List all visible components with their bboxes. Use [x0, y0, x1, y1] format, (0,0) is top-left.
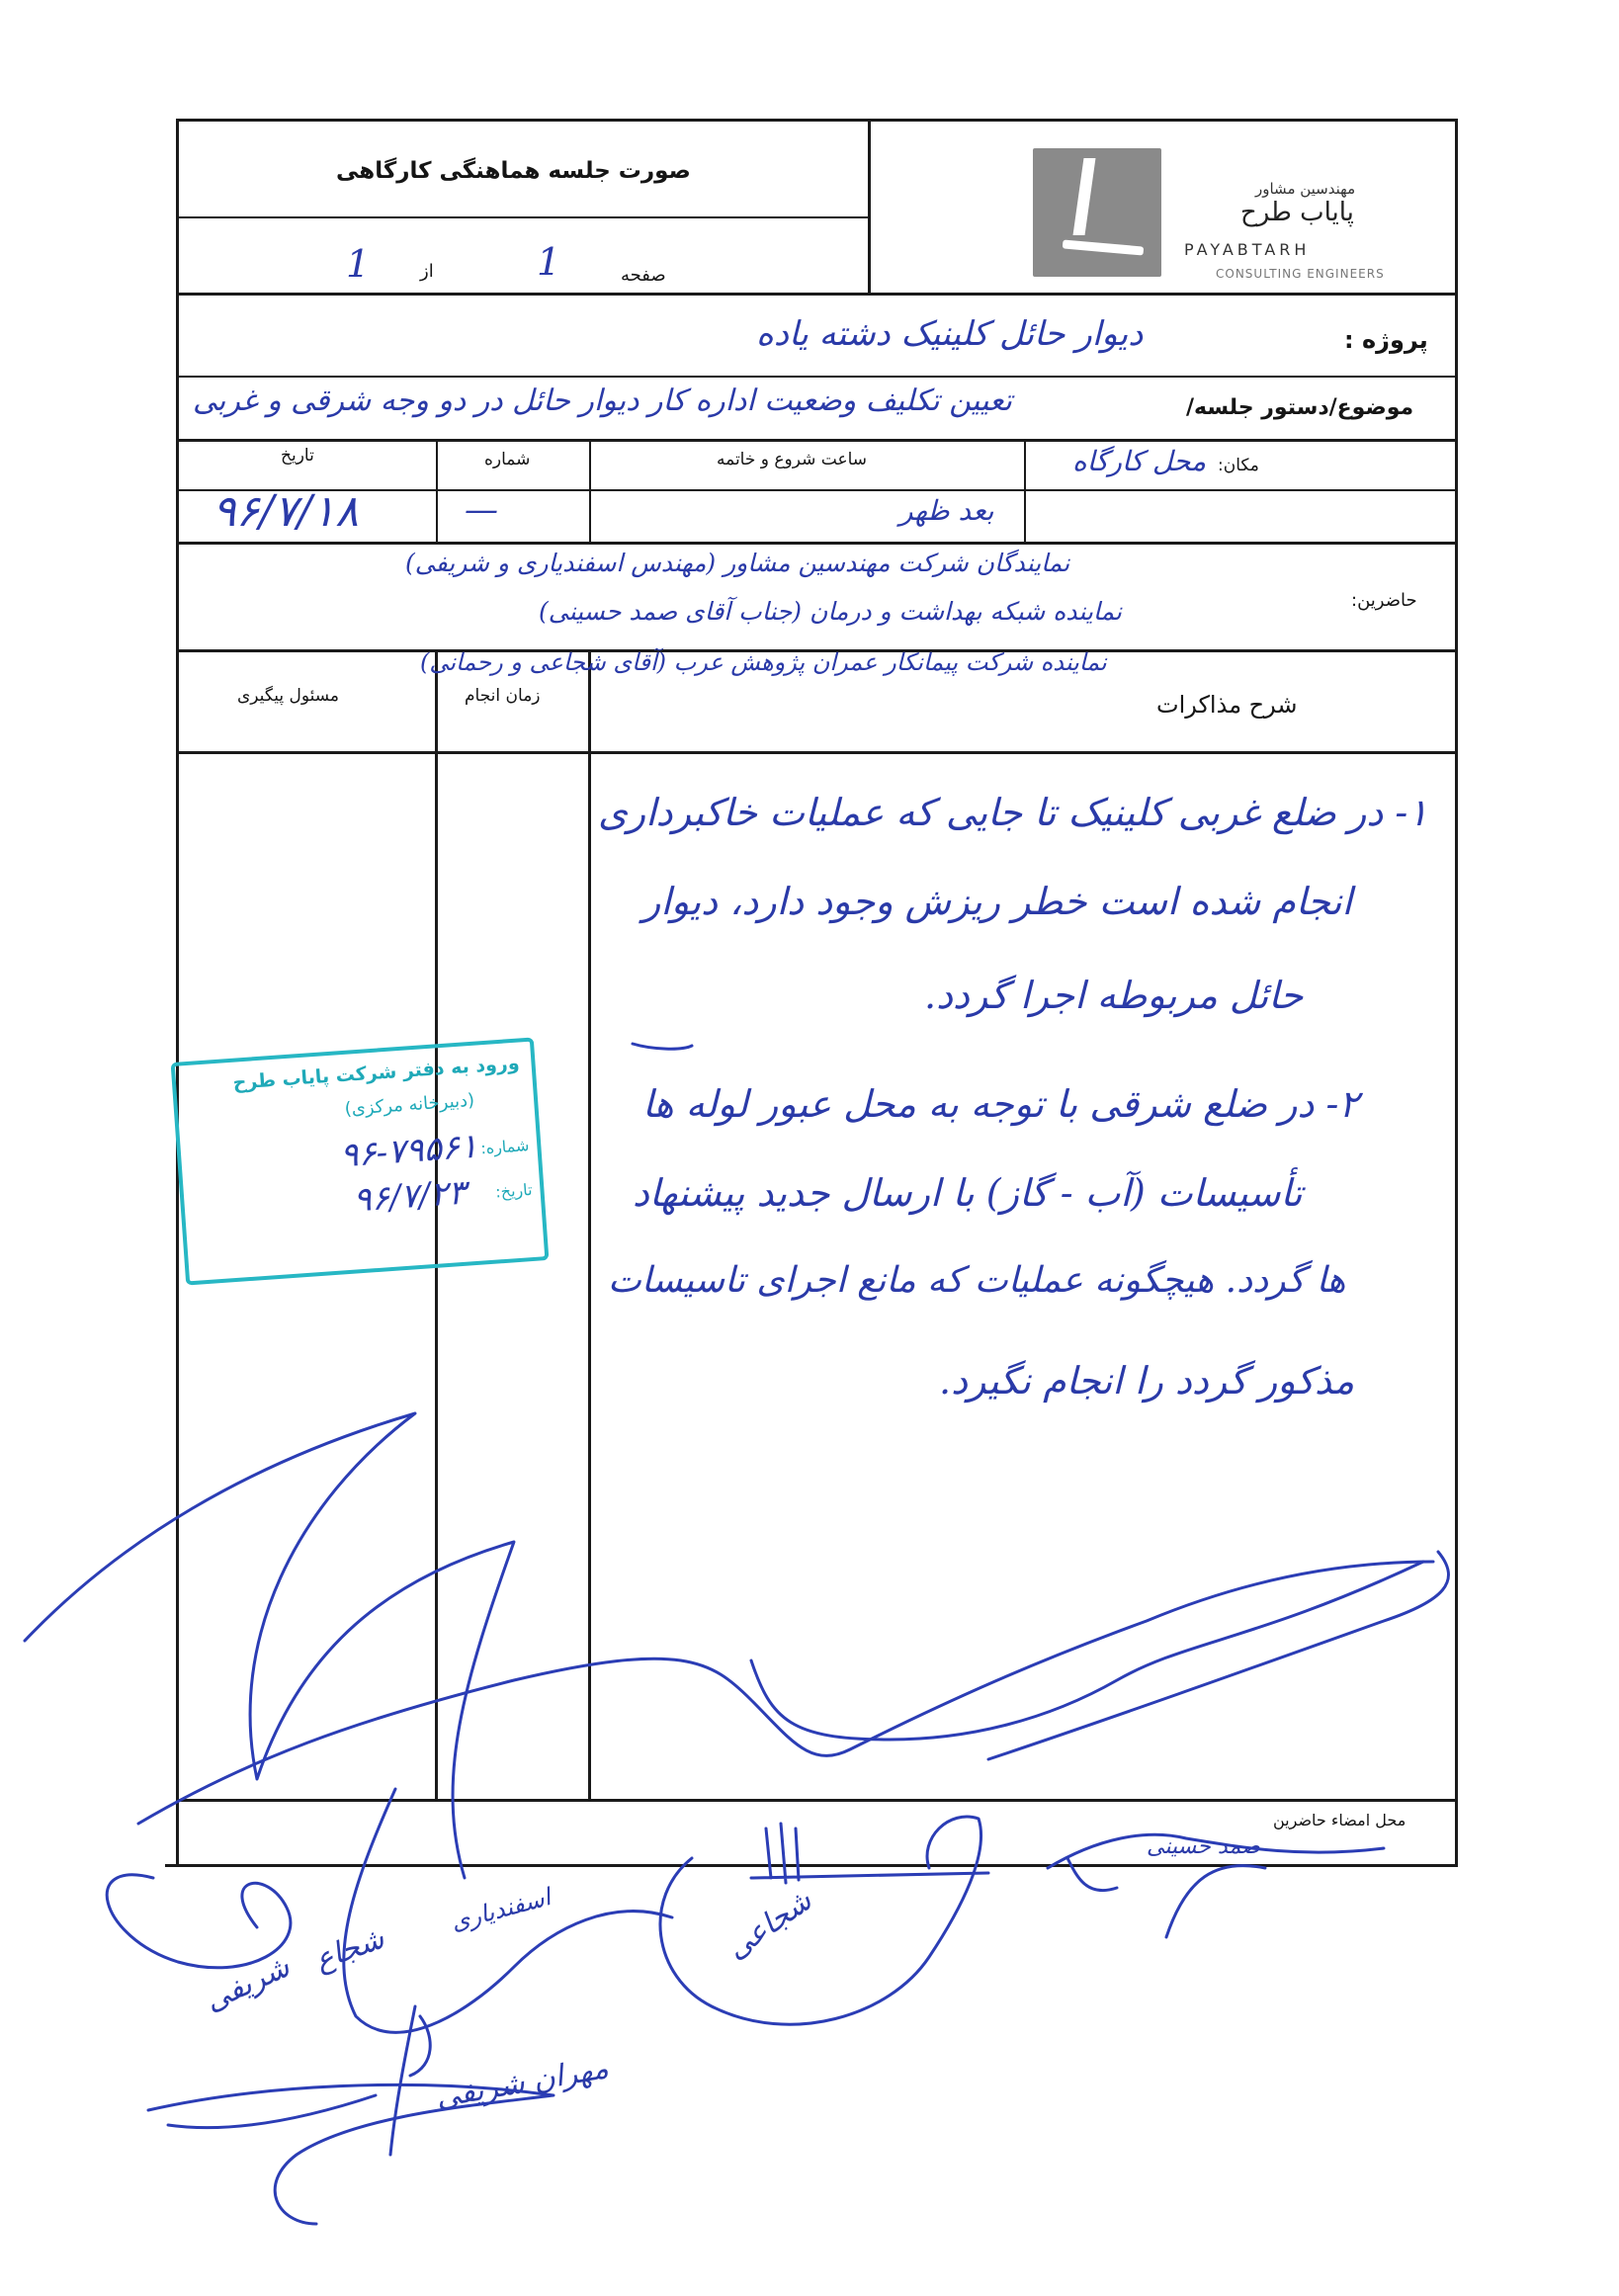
discussion-line-7: مذکور گردد را انجام نگیرد.	[939, 1359, 1355, 1403]
place-label: مکان:	[1218, 456, 1259, 475]
receipt-stamp	[171, 1037, 550, 1285]
frame-top	[176, 119, 1458, 122]
meta-col-1	[436, 439, 438, 544]
frame-bottom	[165, 1864, 1458, 1867]
logo-tagline: مهندسین مشاور	[1255, 180, 1356, 198]
signature-name-5: شریفی	[199, 1949, 296, 2019]
meta-col-3	[1024, 439, 1026, 544]
discussion-line-5: تأسیسات (آب - گاز) با ارسال جدید پیشنهاد	[633, 1171, 1303, 1215]
discussion-line-4: ۲- در ضلع شرقی با توجه به محل عبور لوله ها	[642, 1082, 1359, 1126]
attendee-line-2: نماینده شبکه بهداشت و درمان (جناب آقای صمد حسینی)	[539, 597, 1122, 626]
time-label: ساعت شروع و خاتمه	[717, 450, 868, 469]
discussion-line-3: حائل مربوطه اجرا گردد.	[924, 974, 1304, 1017]
attendee-line-3: نماینده شرکت پیمانکار عمران پژوهش عرب (آقای شجاعی و رحمانی)	[420, 648, 1107, 676]
form-title: صورت جلسه هماهنگی کارگاهی	[336, 158, 691, 184]
header-title-divider	[176, 216, 870, 218]
page-total: 1	[346, 242, 371, 286]
logo-name-fa: پایاب طرح	[1240, 198, 1354, 227]
header-divider-vertical	[868, 119, 871, 295]
signatures-label: محل امضاء حاضرین	[1273, 1811, 1406, 1829]
stamp-number-value: ۹۶-۷۹۵۶۱	[338, 1126, 479, 1176]
number-label: شماره	[484, 450, 531, 469]
stamp-date-value: ۹۶/۷/۲۳	[352, 1172, 468, 1221]
frame-right	[1455, 119, 1458, 1866]
col-discussion-header: شرح مذاکرات	[1156, 691, 1298, 719]
time-value: بعد ظهر	[899, 494, 994, 527]
meta-row-bottom	[176, 542, 1458, 545]
signature-name-4: شجاع	[310, 1920, 389, 1979]
table-body-bottom	[176, 1799, 1458, 1802]
attendees-label: حاضرین:	[1351, 590, 1417, 611]
meta-row-mid	[176, 489, 1458, 491]
signature-name-3: اسفندیاری	[448, 1883, 554, 1936]
discussion-line-1: ۱- در ضلع غربی کلینیک تا جایی که عملیات خاکبرداری	[598, 791, 1428, 834]
project-row-bottom	[176, 376, 1458, 378]
logo-name-en: PAYABTARH	[1184, 240, 1311, 259]
project-value: دیوار حائل کلینیک دشته یاده	[756, 314, 1144, 354]
table-col-time	[588, 649, 591, 1801]
table-header-bottom	[176, 751, 1458, 754]
number-value: —	[465, 490, 498, 530]
frame-left	[176, 119, 179, 1866]
stamp-line-2: (دبیرخانه مرکزی)	[343, 1089, 475, 1120]
discussion-line-2: انجام شده است خطر ریزش وجود دارد، دیوار	[642, 880, 1353, 923]
signature-name-1: صمد حسینی	[1147, 1834, 1260, 1859]
of-label: از	[420, 261, 434, 282]
discussion-line-6: ها گردد. هیچگونه عملیات که مانع اجرای تاسیسات	[608, 1260, 1346, 1301]
date-label: تاریخ	[281, 446, 314, 466]
signature-name-6: مهران شریفی	[433, 2050, 612, 2116]
logo-mark-icon	[1073, 158, 1096, 235]
stamp-date-label: تاریخ:	[494, 1179, 534, 1202]
header-bottom	[176, 293, 1458, 296]
signature-name-2: شجاعی	[720, 1883, 818, 1967]
date-value: ۹۶/۷/۱۸	[213, 486, 359, 537]
topic-row-bottom	[176, 439, 1458, 442]
project-label: پروژه :	[1344, 326, 1428, 354]
topic-label: موضوع/دستور جلسه/	[1186, 395, 1414, 420]
logo-swoosh-icon	[1063, 239, 1144, 255]
logo-subtitle-en: CONSULTING ENGINEERS	[1216, 267, 1385, 281]
page-number: 1	[537, 240, 561, 284]
company-logo	[1033, 148, 1161, 277]
stamp-line-1: ورود به دفتر شرکت پایاب طرح	[231, 1052, 521, 1094]
stamp-number-label: شماره:	[479, 1136, 530, 1158]
col-responsible-header: مسئول پیگیری	[237, 686, 340, 706]
col-time-header: زمان انجام	[465, 686, 541, 706]
meta-col-2	[589, 439, 591, 544]
topic-value: تعیین تکلیف وضعیت اداره کار دیوار حائل در دو وجه شرقی و غربی	[193, 383, 1012, 418]
attendee-line-1: نمایندگان شرکت مهندسین مشاور (مهندس اسفندیاری و شریفی)	[405, 549, 1070, 577]
page-label: صفحه	[621, 265, 666, 286]
place-value: محل کارگاه	[1072, 445, 1207, 477]
